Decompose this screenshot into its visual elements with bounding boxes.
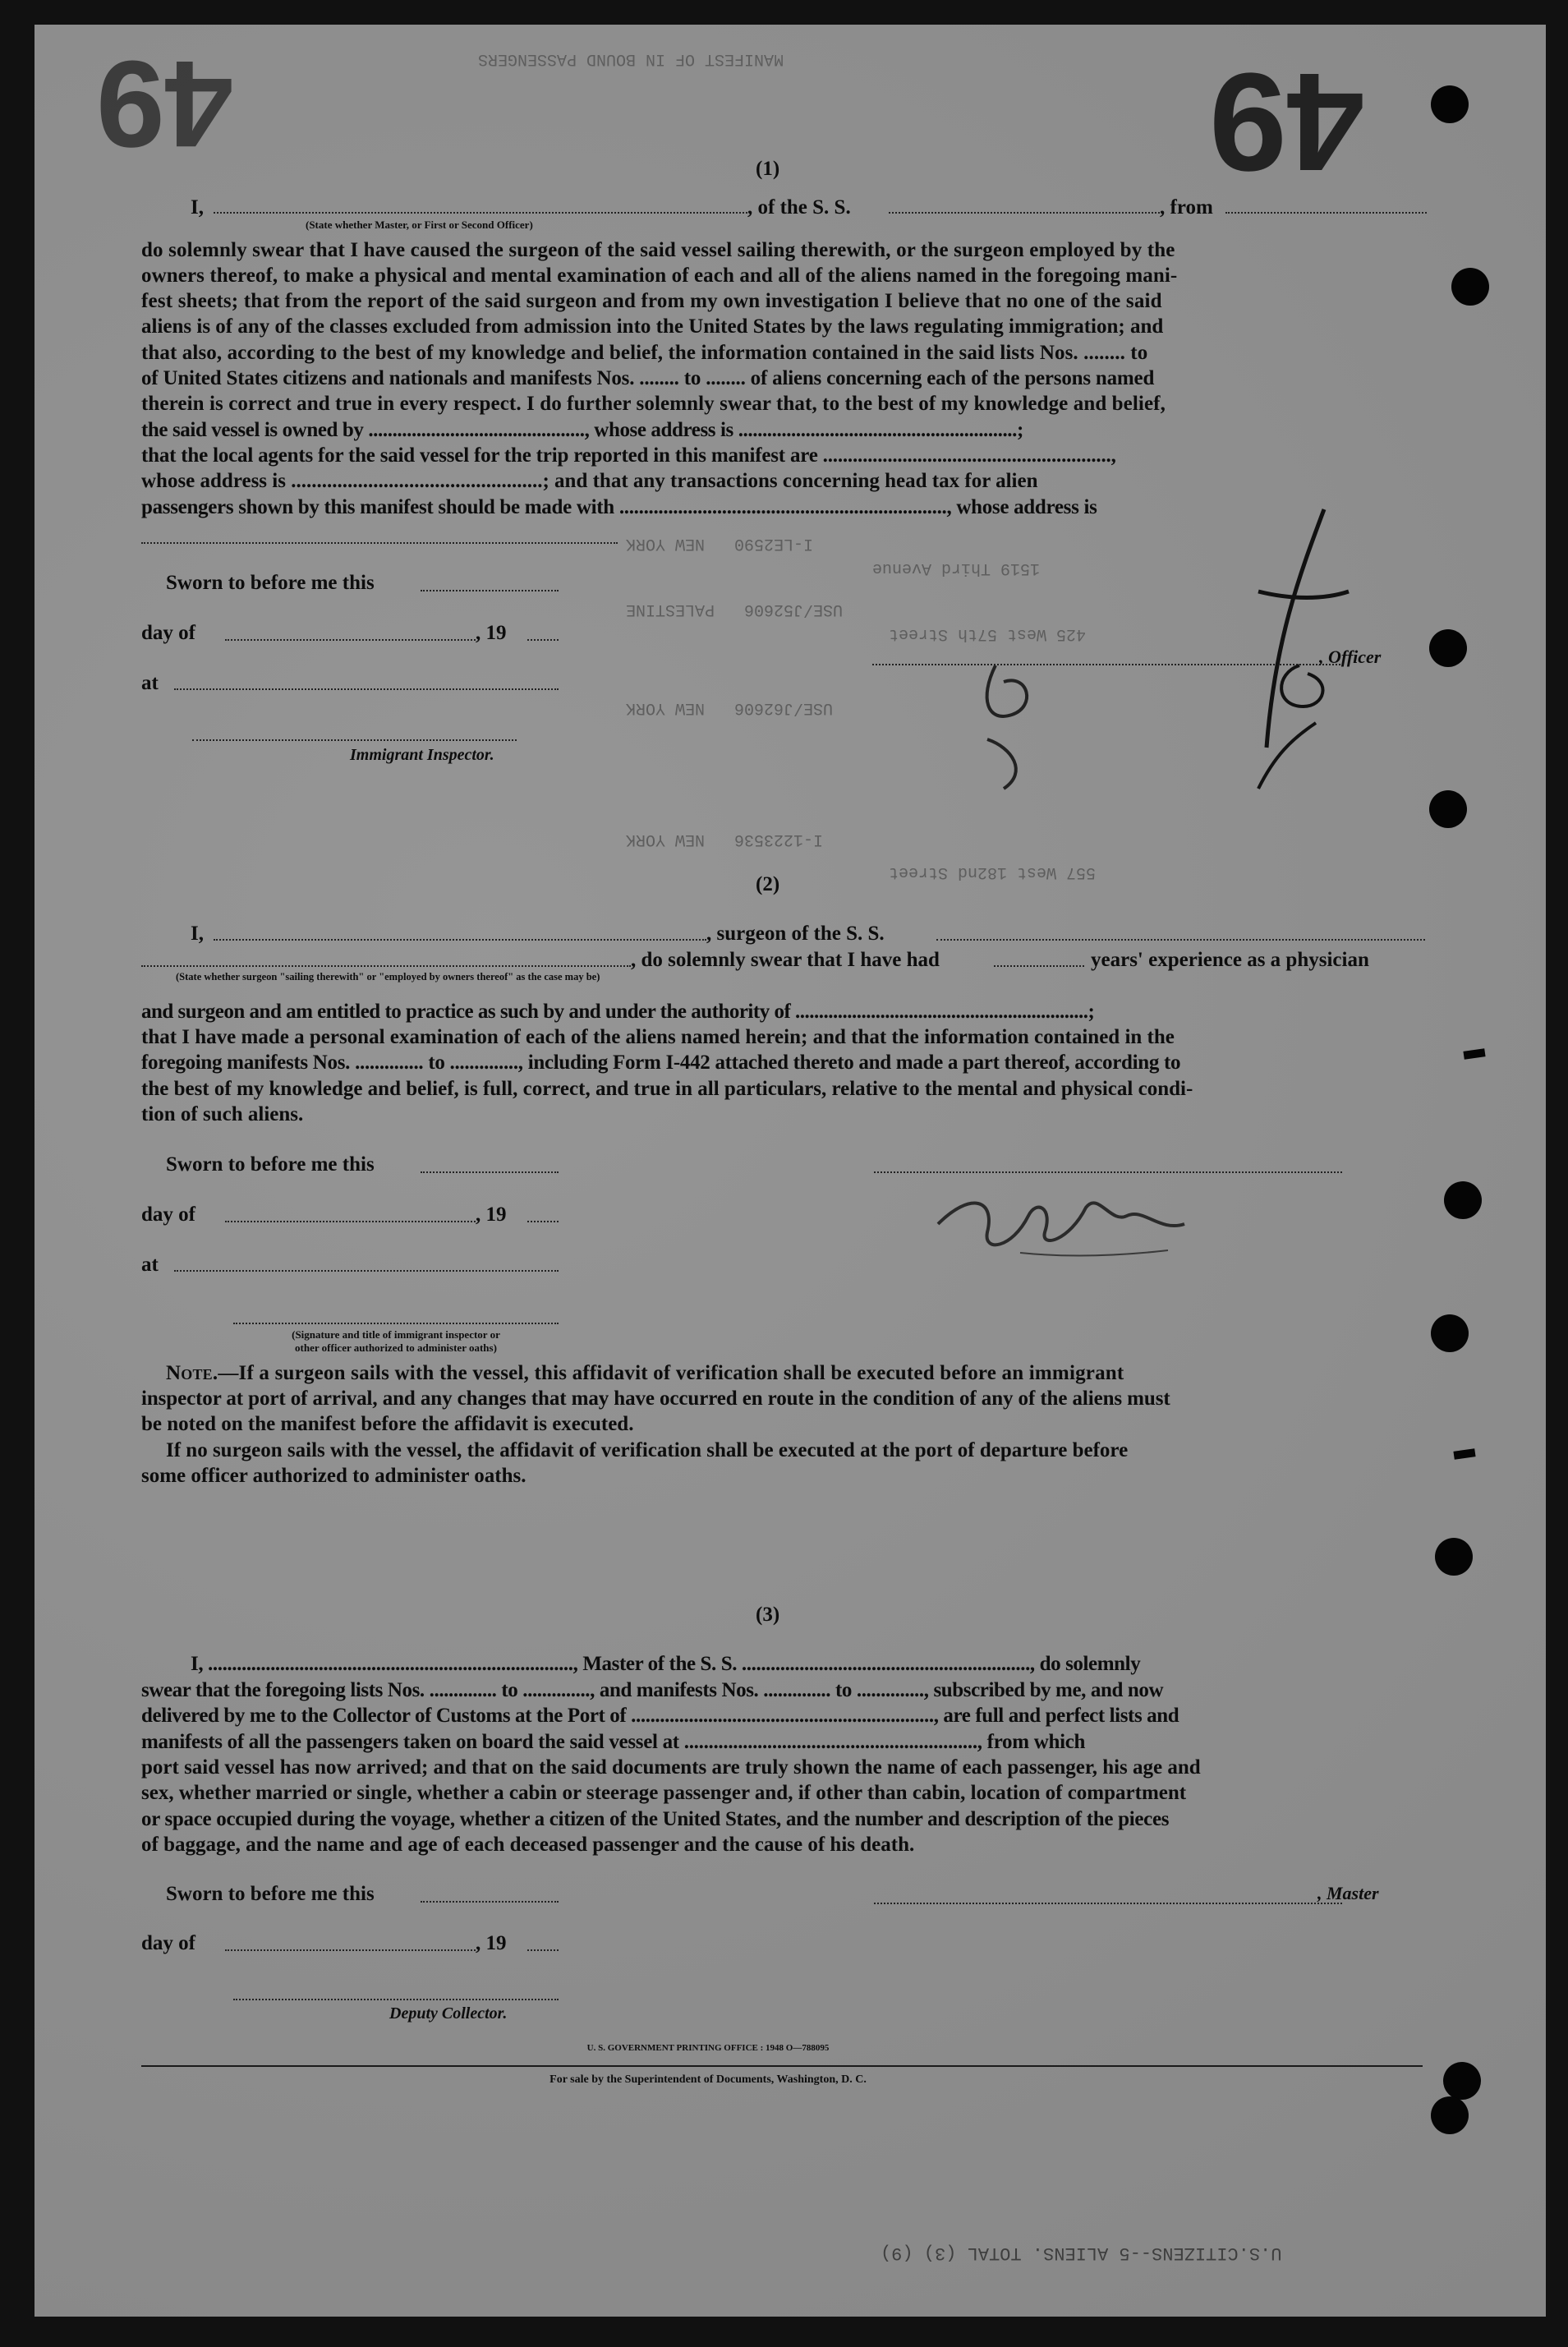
section-2-years: years' experience as a physician xyxy=(1091,949,1369,971)
punch-hole-3 xyxy=(1429,629,1467,667)
s3-year-label: , 19 xyxy=(476,1932,507,1954)
form-page xyxy=(34,25,1546,2317)
s3-deputy-signature-line[interactable] xyxy=(233,1999,559,2000)
s1-line-3: fest sheets; that from the report of the said surgeon and from my own investigation I believe that no one of the said xyxy=(141,290,1162,312)
s3-line-4: manifests of all the passengers taken on board the said vessel at ............................................................, from which xyxy=(141,1731,1086,1753)
note-line-1 xyxy=(166,1360,1124,1386)
gpo-imprint: U. S. GOVERNMENT PRINTING OFFICE : 1948 O—788095 xyxy=(586,2043,830,2053)
s3-day-field[interactable] xyxy=(225,1949,476,1951)
s2-surgeon-signature-line[interactable] xyxy=(874,1171,1342,1173)
s1-line-11: passengers shown by this manifest should be made with ..................................................................., whose address is xyxy=(141,496,1097,518)
s2-line-2: that I have made a personal examination of each of the aliens named herein; and that the information contained in the xyxy=(141,1026,1175,1048)
s1-at-field[interactable] xyxy=(174,688,559,690)
s1-day-field[interactable] xyxy=(225,639,476,641)
s1-officer-label: , Officer xyxy=(1319,647,1382,667)
s3-line-3: delivered by me to the Collector of Customs at the Port of ..............................................................., are full and perfect lists and xyxy=(141,1705,1179,1727)
s1-inspector-signature-line[interactable] xyxy=(192,739,517,741)
punch-hole-6 xyxy=(1431,1314,1469,1352)
s3-master-label: , Master xyxy=(1317,1883,1379,1903)
s1-line-7: therein is correct and true in every respect. I do further solemnly swear that, to the best of my knowledge and belief, xyxy=(141,393,1166,415)
page-stamp-left: 49 xyxy=(96,35,233,173)
punch-hole-7 xyxy=(1435,1538,1473,1576)
punch-hole-1 xyxy=(1431,85,1469,123)
years-experience-field[interactable] xyxy=(994,965,1084,967)
s3-sworn-date-field[interactable] xyxy=(421,1901,559,1903)
s1-year-label: , 19 xyxy=(476,622,507,644)
punch-hole-4 xyxy=(1429,790,1467,828)
s1-line-10: whose address is .................................................; and that any transactions concerning head tax for alien xyxy=(141,470,1038,492)
punch-hole-8 xyxy=(1443,2062,1481,2100)
section-2-line-2: , do solemnly swear that I have had xyxy=(631,949,940,971)
s3-year-field[interactable] xyxy=(527,1949,559,1951)
s3-line-5: port said vessel has now arrived; and that on the said documents are truly shown the name of each passenger, his age and xyxy=(141,1756,1201,1779)
s3-line-8: of baggage, and the name and age of each deceased passenger and the cause of his death. xyxy=(141,1834,915,1856)
s3-line-2: swear that the foregoing lists Nos. .............. to .............., and manifests Nos. .............. to .............., subscribed by me, and now xyxy=(141,1679,1164,1701)
handwritten-signature-1 xyxy=(1225,476,1365,805)
s2-line-1: and surgeon and am entitled to practice as such by and under the authority of ..............................................................; xyxy=(141,1001,1095,1023)
binder-mark-1 xyxy=(1463,1048,1485,1060)
vessel-name-field[interactable] xyxy=(889,212,1160,214)
bleed-through-text: MANIFEST OF IN BOUND PASSENGERS I-LE2590 NEW YORK USE/J52606 PALESTINE USE/J62606 NEW YORK I-1223536 NEW YORK 1519 Third Avenue 425 West 57th Street 557 West 182nd Street xyxy=(478,49,1097,881)
section-2-number: (2) xyxy=(756,873,780,895)
s2-year-field[interactable] xyxy=(527,1221,559,1222)
s2-at-field[interactable] xyxy=(174,1270,559,1272)
s1-line-4: aliens is of any of the classes excluded from admission into the United States by the laws regulating immigration; and xyxy=(141,315,1164,338)
section-2-i: I, xyxy=(191,923,204,945)
s2-day-of-label: day of xyxy=(141,1203,195,1226)
from-port-field[interactable] xyxy=(1225,212,1427,214)
s1-line-5: that also, according to the best of my knowledge and belief, the information contained in the said lists Nos. ........ to xyxy=(141,342,1148,364)
s2-at-label: at xyxy=(141,1254,159,1276)
s1-line-1: do solemnly swear that I have caused the surgeon of the said vessel sailing therewith, or the surgeon employed by the xyxy=(141,239,1175,261)
address-continuation-field[interactable] xyxy=(141,542,618,544)
s1-sworn-label: Sworn to before me this xyxy=(166,572,375,594)
note2-line-2: some officer authorized to administer oaths. xyxy=(141,1465,526,1487)
s3-line-6: sex, whether married or single, whether a cabin or steerage passenger and, if other than cabin, location of compartment xyxy=(141,1782,1187,1804)
s1-day-of-label: day of xyxy=(141,622,195,644)
s1-line-6: of United States citizens and nationals and manifests Nos. ........ to ........ of aliens concerning each of the persons named xyxy=(141,367,1155,389)
note-label: Note. xyxy=(166,1362,218,1384)
s2-line-5: tion of such aliens. xyxy=(141,1103,304,1125)
section-1-number: (1) xyxy=(756,158,780,180)
surgeon-signature xyxy=(922,1175,1217,1273)
s1-line-9: that the local agents for the said vessel for the trip reported in this manifest are .........................................................., xyxy=(141,444,1116,467)
bleed-through-footer: U.S.CITIZENS--5 ALIENS. TOTAL (3) (9) xyxy=(881,2243,1282,2263)
s2-day-field[interactable] xyxy=(225,1221,476,1222)
s1-line-2: owners thereof, to make a physical and mental examination of each and all of the aliens named in the foregoing mani- xyxy=(141,265,1178,287)
section-1-i: I, xyxy=(191,196,204,219)
s2-sworn-label: Sworn to before me this xyxy=(166,1153,375,1176)
surgeon-type-field[interactable] xyxy=(141,965,631,967)
note-text-1: —If a surgeon sails with the vessel, this affidavit of verification shall be executed before an immigrant xyxy=(218,1362,1124,1384)
sale-note: For sale by the Superintendent of Documents, Washington, D. C. xyxy=(549,2073,867,2086)
sig-caption-1: (Signature and title of immigrant inspector or xyxy=(292,1328,500,1341)
s3-line-1: I, ............................................................................, Master of the S. S. ............................................................, do solemnly xyxy=(191,1653,1141,1675)
s3-deputy-label: Deputy Collector. xyxy=(389,2004,508,2023)
section-2-surgeon-of: , surgeon of the S. S. xyxy=(706,923,885,945)
s3-master-signature-line[interactable] xyxy=(874,1903,1342,1904)
s2-line-4: the best of my knowledge and belief, is full, correct, and true in all particulars, relative to the mental and physical condi- xyxy=(141,1078,1193,1100)
s1-at-label: at xyxy=(141,672,159,694)
s3-sworn-label: Sworn to before me this xyxy=(166,1883,375,1905)
s1-year-field[interactable] xyxy=(527,639,559,641)
s3-line-7: or space occupied during the voyage, whether a citizen of the United States, and the number and description of the pieces xyxy=(141,1808,1170,1830)
sig-caption-2: other officer authorized to administer oaths) xyxy=(295,1341,497,1354)
s1-line-8: the said vessel is owned by ............................................., whose address is ..........................................................; xyxy=(141,419,1023,441)
note-line-2: inspector at port of arrival, and any changes that may have occurred en route in the condition of any of the aliens must xyxy=(141,1387,1170,1410)
footer-rule xyxy=(141,2065,1423,2067)
s2-year-label: , 19 xyxy=(476,1203,507,1226)
section-3-number: (3) xyxy=(756,1604,780,1626)
punch-hole-2 xyxy=(1451,268,1489,306)
s2-line-3: foregoing manifests Nos. .............. to .............., including Form I-442 attached thereto and made a part thereof, according to xyxy=(141,1052,1181,1074)
section-1-from: , from xyxy=(1160,196,1213,219)
handwritten-mark-2 xyxy=(963,649,1061,797)
surgeon-caption: (State whether surgeon "sailing therewith" or "employed by owners thereof" as the case may be) xyxy=(176,971,600,983)
s1-inspector-label: Immigrant Inspector. xyxy=(350,746,494,764)
officer-caption: (State whether Master, or First or Second Officer) xyxy=(306,219,533,231)
s2-vessel-field[interactable] xyxy=(936,939,1425,941)
punch-hole-5 xyxy=(1444,1181,1482,1219)
note-line-3: be noted on the manifest before the affidavit is executed. xyxy=(141,1413,634,1435)
s3-day-of-label: day of xyxy=(141,1932,195,1954)
s2-sworn-date-field[interactable] xyxy=(421,1171,559,1173)
note2-line-1: If no surgeon sails with the vessel, the affidavit of verification shall be executed at the port of departure before xyxy=(166,1439,1129,1461)
page-stamp-right: 49 xyxy=(1209,44,1365,200)
binder-mark-2 xyxy=(1453,1448,1475,1460)
s2-inspector-signature-line[interactable] xyxy=(233,1323,559,1324)
punch-hole-9 xyxy=(1431,2096,1469,2134)
officer-name-field[interactable] xyxy=(214,212,747,214)
surgeon-name-field[interactable] xyxy=(214,939,706,941)
s1-sworn-date-field[interactable] xyxy=(421,590,559,591)
section-1-of-ss: , of the S. S. xyxy=(747,196,851,219)
